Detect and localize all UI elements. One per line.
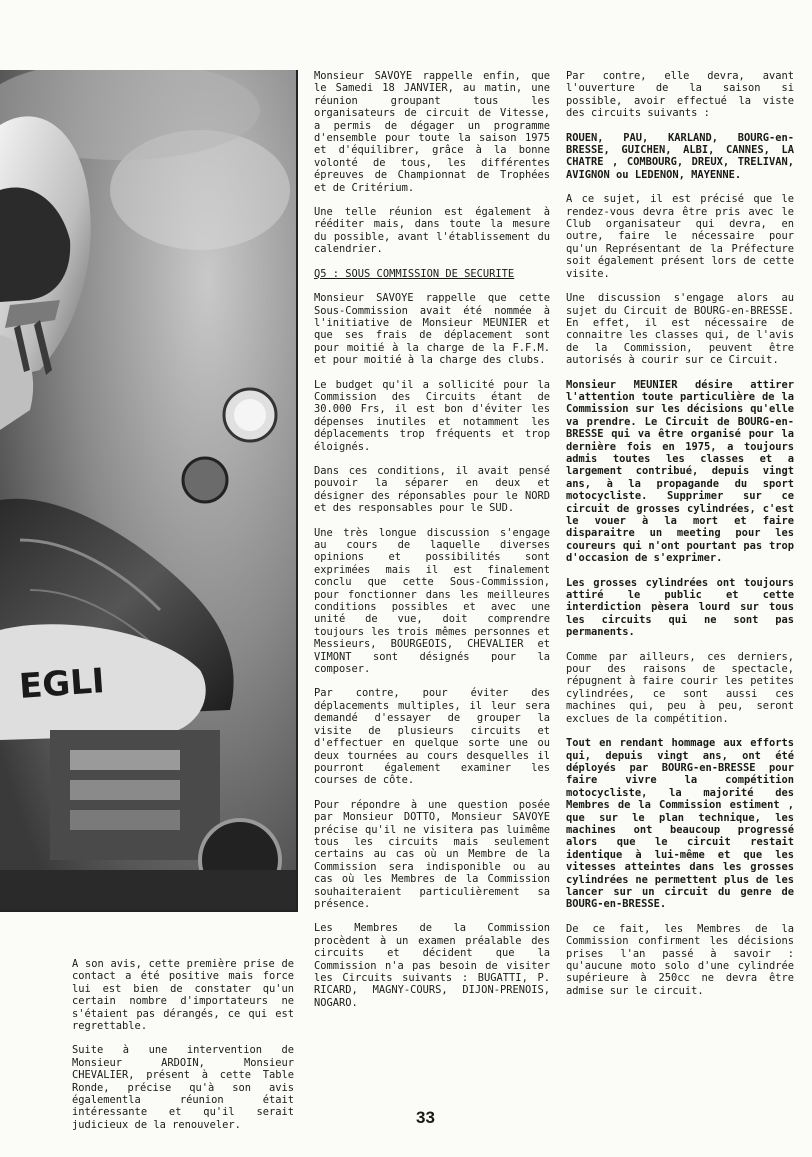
paragraph: Par contre, elle devra, avant l'ouverture de la saison si possible, avoir effectué la viste des circuits suivants : <box>566 70 794 120</box>
text-column-bottom-left <box>72 958 294 1143</box>
page-number: 33 <box>416 1108 435 1127</box>
section-heading: Q5 : SOUS COMMISSION DE SECURITE <box>314 267 515 280</box>
paragraph: Une très longue discussion s'engage au cours de laquelle diverses opinions et possibilités sont exprimées mais il est finalement conclu que cette Sous-Commission, pour fonctionner dans les meilleures conditions possibles et avec une unité de vue, doit comprendre toujours les trois mêmes personnes et Messieurs, BOURGEOIS, CHEVALIER et VIMONT sont désignés pour la composer. <box>314 526 550 676</box>
paragraph: Suite à une intervention de Monsieur ARDOIN, Monsieur CHEVALIER, présent à cette Table Ronde, précise qu'à son avis égalementla réunion était intéressante et qu'il serait judicieux de la renouveler. <box>72 1044 294 1131</box>
paragraph: Comme par ailleurs, ces derniers, pour des raisons de spectacle, répugnent à faire courir les petites cylindrées, ce sont aussi ces machines qui, peu à peu, seront exclues de la compétition. <box>566 650 794 725</box>
paragraph: Dans ces conditions, il avait pensé pouvoir la séparer en deux et désigner des réponsables pour le NORD et des responsables pour le SUD. <box>314 464 550 515</box>
paragraph: De ce fait, les Membres de la Commission confirment les décisions prises l'an passé à savoir : qu'aucune moto solo d'une cylindrée supérieure à 250cc ne devra être admise sur le circuit. <box>566 922 794 997</box>
text-column-right <box>566 70 794 1009</box>
paragraph: Pour répondre à une question posée par Monsieur DOTTO, Monsieur SAVOYE précise qu'il ne visitera pas luimême tous les circuits mais seulement certains au cas où un Membre de la Commission sera indisponible ou au cas où les Membres de la Commission souhaiteraient particulièrement sa présence. <box>314 798 550 910</box>
paragraph: Par contre, pour éviter des déplacements multiples, il leur sera demandé d'essayer de grouper la visite de plusieurs circuits et d'effectuer en quelque sorte une ou deux tournées au cours desquelles il pourront également examiner les courses de côte. <box>314 687 550 787</box>
paragraph: Les grosses cylindrées ont toujours attiré le public et cette interdiction pèsera lourd sur tous les circuits qui ne sont pas permanents. <box>566 576 794 639</box>
paragraph: Une discussion s'engage alors au sujet du Circuit de BOURG-en-BRESSE. En effet, il est nécessaire de connaitre les classes qui, de l'avis de la Commission, peuvent être autorisés à courir sur ce Circuit. <box>566 292 794 367</box>
paragraph: Monsieur SAVOYE rappelle enfin, que le Samedi 18 JANVIER, au matin, une réunion groupant tous les organisateurs de circuit de Vitesse, a permis de dégager un programme d'ensemble pour toute la saison 1975 et d'équilibrer, grâce à la bonne volonté de tous, les différentes épreuves de Championnat de Trophées et de Critérium. <box>314 70 550 194</box>
paragraph: Les Membres de la Commission procèdent à un examen préalable des circuits et décident que la Commission n'a pas besoin de visiter les Circuits suivants : BUGATTI, P. RICARD, MAGNY-COURS, DIJON-PRENOIS, NOGARO. <box>314 922 550 1009</box>
circuit-list: ROUEN, PAU, KARLAND, BOURG-en-BRESSE, GUICHEN, ALBI, CANNES, LA CHATRE , COMBOURG, DREUX, TRELIVAN, AVIGNON ou LEDENON, MAYENNE. <box>566 131 794 181</box>
paragraph: Monsieur SAVOYE rappelle que cette Sous-Commission avait été nommée à l'initiative de Monsieur MEUNIER et que ses frais de déplacement sont pour moitié à la charge de la F.F.M. et pour moitié à la charge des clubs. <box>314 292 550 367</box>
paragraph: A ce sujet, il est précisé que le rendez-vous devra être pris avec le Club organisateur qui devra, en outre, faire le nécessaire pour qu'un Représentant de la Préfecture soit également présent lors de cette visite. <box>566 193 794 280</box>
motorcycle-rider-photo <box>0 70 298 912</box>
tank-lettering: EGLI <box>17 661 106 707</box>
paragraph: Une telle réunion est également à rééditer mais, dans toute la mesure du possible, avant l'établissement du calendrier. <box>314 206 550 256</box>
paragraph: Monsieur MEUNIER désire attirer l'attention toute particulière de la Commission sur les décisions qu'elle va prendre. Le Circuit de BOURG-en-BRESSE qui va être organisé pour la dernière fois en 1975, a toujours admis toutes les classes et a largement contribué, depuis vingt ans, à la propagande du sport motocycliste. Supprimer sur ce circuit de grosses cylindrées, c'est le vouer à la mort et faire disparaitre un meeting pour les coureurs qui n'ont pourtant pas trop d'occasion de s'exprimer. <box>566 378 794 565</box>
paragraph: Le budget qu'il a sollicité pour la Commission des Circuits étant de 30.000 Frs, il est bon d'éviter les dépenses inutiles et notamment les déplacements trop fréquents et trop éloignés. <box>314 378 550 453</box>
photo-illustration <box>0 70 296 910</box>
paragraph: A son avis, cette première prise de contact a été positive mais force lui est bien de constater qu'un certain nombre d'importateurs ne s'étaient pas dérangés, ce qui est regrettable. <box>72 958 294 1033</box>
text-column-middle <box>314 70 550 1021</box>
paragraph: Tout en rendant hommage aux efforts qui, depuis vingt ans, ont été déployés par BOURG-en-BRESSE pour faire vivre la compétition motocycliste, la majorité des Membres de la Commission estiment , que sur le plan technique, les machines ont beaucoup progressé alors que le circuit restait identique à lui-même et que les vitesses atteintes dans les grosses cylindrées ne permettent plus de les lancer sur un circuit du genre de BOURG-en-BRESSE. <box>566 737 794 911</box>
